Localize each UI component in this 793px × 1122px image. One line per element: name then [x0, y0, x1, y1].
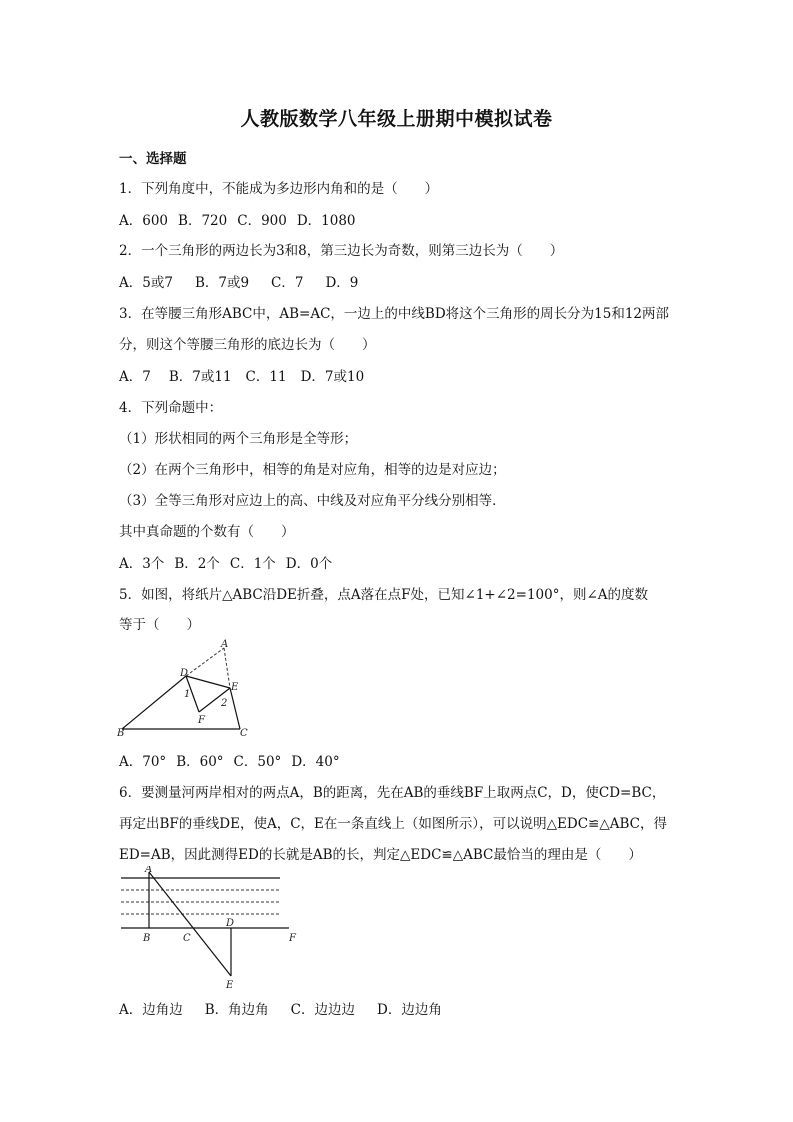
option-a: A．7 — [119, 369, 151, 385]
segment-ae — [149, 872, 231, 976]
option-a: A．边角边 — [119, 1002, 183, 1018]
option-c: C．1个 — [229, 556, 276, 572]
label-e: E — [226, 980, 234, 991]
question-5-stem-line2: 等于（ ） — [119, 617, 200, 633]
question-6-figure — [117, 866, 302, 992]
question-3-stem-line1: 3．在等腰三角形ABC中，AB=AC，一边上的中线BD将这个三角形的周长分为15和12两部 — [119, 306, 669, 322]
option-a: A．3个 — [119, 556, 165, 572]
option-c: C．11 — [245, 369, 287, 385]
section-heading: 一、选择题 — [119, 151, 187, 167]
option-d: D．7或10 — [300, 369, 365, 385]
label-f: F — [289, 933, 296, 944]
question-4-options — [119, 552, 342, 572]
question-6-options — [119, 998, 452, 1018]
question-4-stem: 4．下列命题中： — [119, 400, 223, 416]
label-a: A — [221, 639, 229, 650]
option-d: D．0个 — [285, 556, 333, 572]
option-c: C．7 — [271, 275, 304, 291]
dashed-line-da — [186, 648, 224, 676]
option-a: A．600 — [119, 213, 169, 229]
question-4-item-1: （1）形状相同的两个三角形是全等形； — [119, 431, 358, 447]
question-4-question: 其中真命题的个数有（ ） — [119, 524, 295, 540]
label-f: F — [198, 715, 205, 726]
dashed-line-ae — [224, 648, 230, 688]
label-angle-2: 2 — [221, 698, 228, 709]
segment-bd — [122, 676, 186, 729]
option-b: B．60° — [176, 754, 224, 770]
option-b: B．7或9 — [194, 275, 250, 291]
segment-de — [186, 676, 230, 688]
option-d: D．40° — [291, 754, 340, 770]
option-b: B．角边角 — [204, 1002, 269, 1018]
option-b: B．720 — [178, 213, 228, 229]
question-1-stem: 1．下列角度中，不能成为多边形内角和的是（ ） — [119, 181, 439, 197]
option-c: C．50° — [233, 754, 282, 770]
option-a: A．5或7 — [119, 275, 173, 291]
option-b: B．2个 — [174, 556, 220, 572]
label-c: C — [183, 933, 191, 944]
option-b: B．7或11 — [168, 369, 232, 385]
label-angle-1: 1 — [184, 689, 191, 700]
question-6-stem-line3: ED=AB，因此测得ED的长就是AB的长，判定△EDC≌△ABC最恰当的理由是（ ） — [119, 847, 642, 863]
question-3-options — [119, 365, 374, 385]
segment-ec — [230, 688, 240, 729]
option-d: D．1080 — [296, 213, 356, 229]
option-c: C．边边边 — [290, 1002, 356, 1018]
question-1-options — [119, 209, 366, 229]
question-5-figure — [117, 638, 257, 742]
option-d: D．边边角 — [377, 1002, 442, 1018]
question-6-stem-line1: 6．要测量河两岸相对的两点A，B的距离，先在AB的垂线BF上取两点C，D，使CD=BC， — [119, 785, 666, 801]
question-2-stem: 2．一个三角形的两边长为3和8，第三边长为奇数，则第三边长为（ ） — [119, 243, 564, 259]
label-a: A — [145, 866, 153, 875]
option-a: A．70° — [119, 754, 167, 770]
option-c: C．900 — [237, 213, 287, 229]
question-4-item-3: （3）全等三角形对应边上的高、中线及对应角平分线分别相等． — [119, 493, 506, 509]
label-b: B — [143, 933, 151, 944]
question-4-item-2: （2）在两个三角形中，相等的角是对应角，相等的边是对应边； — [119, 462, 506, 478]
option-d: D．9 — [325, 275, 359, 291]
label-d: D — [226, 918, 235, 929]
question-6-stem-line2: 再定出BF的垂线DE，使A，C，E在一条直线上（如图所示），可以说明△EDC≌△ABC，得 — [119, 816, 667, 832]
question-5-options — [119, 750, 350, 770]
label-d: D — [180, 668, 189, 679]
page-title: 人教版数学八年级上册期中模拟试卷 — [240, 108, 553, 130]
question-2-options — [119, 271, 368, 291]
question-5-stem-line1: 5．如图，将纸片△ABC沿DE折叠，点A落在点F处，已知∠1+∠2=100°，则∠A的度数 — [119, 587, 649, 603]
label-e: E — [231, 682, 239, 693]
label-b: B — [117, 728, 125, 739]
question-3-stem-line2: 分，则这个等腰三角形的底边长为（ ） — [119, 337, 376, 353]
label-c: C — [240, 728, 248, 739]
